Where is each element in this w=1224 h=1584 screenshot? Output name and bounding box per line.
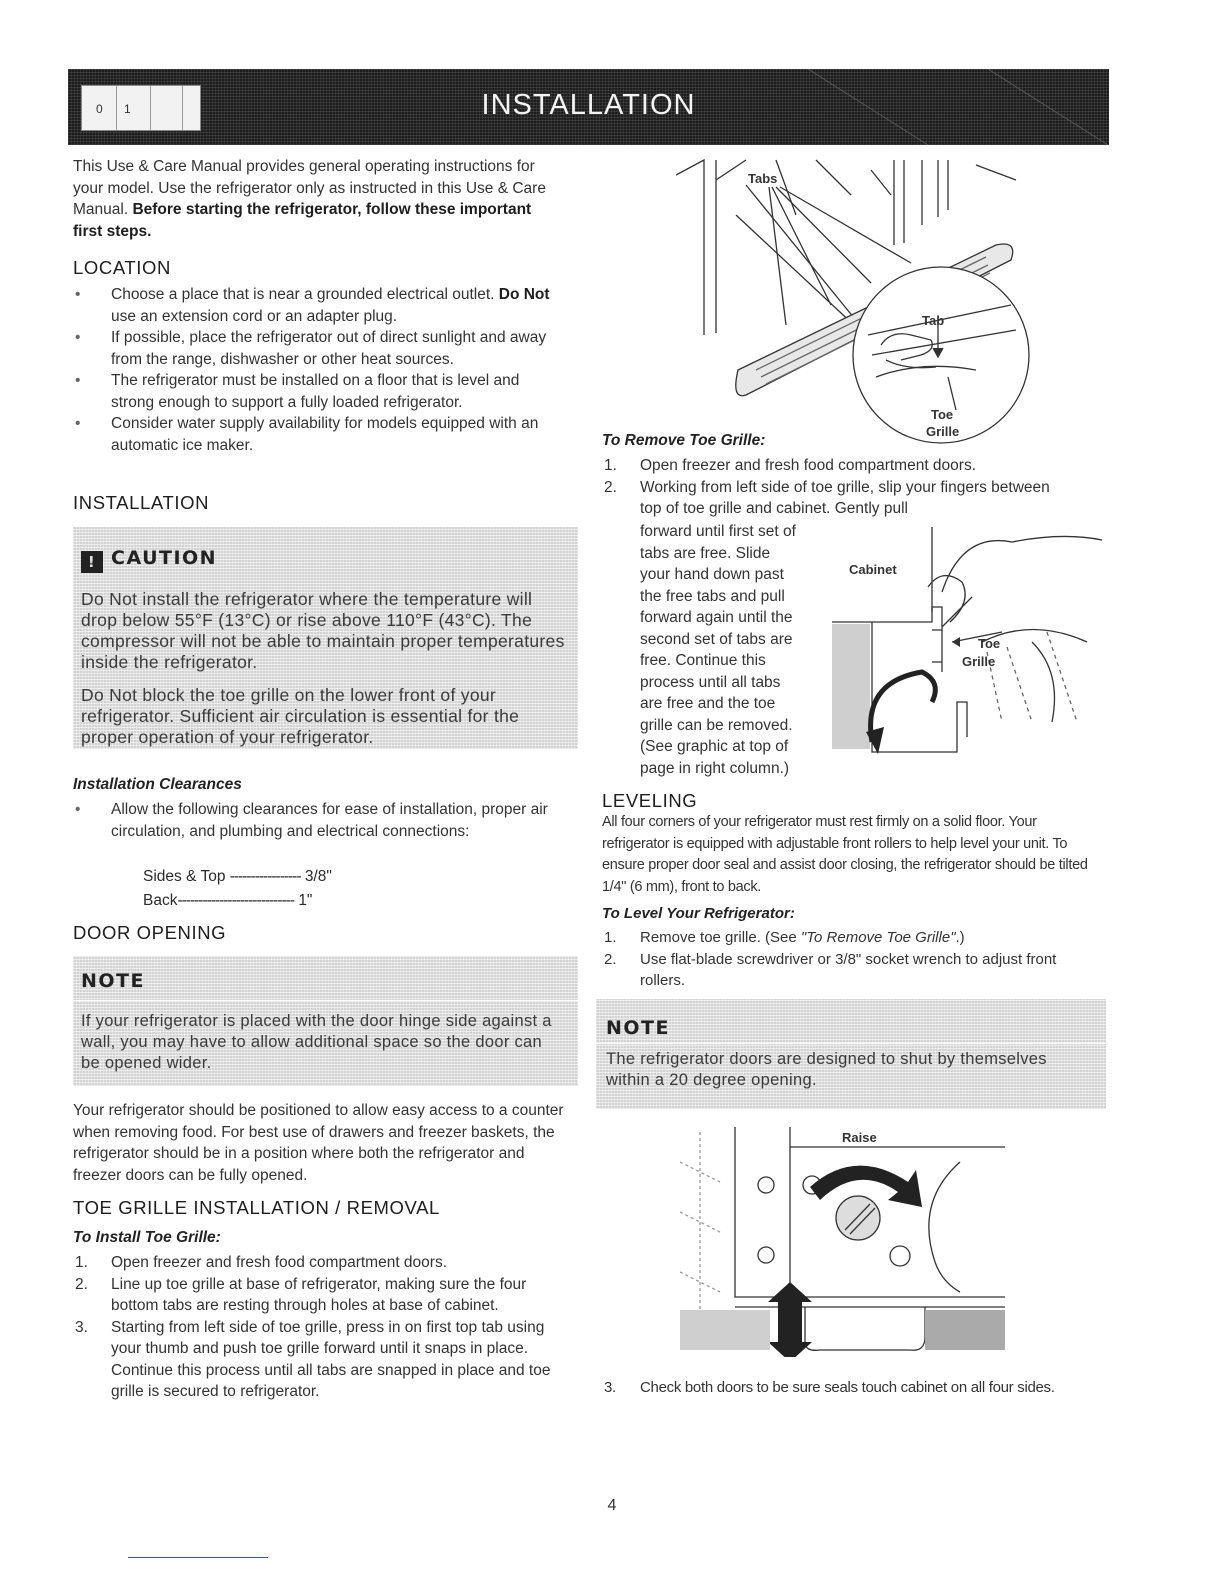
location-list <box>73 284 558 456</box>
installation-heading: INSTALLATION <box>73 492 210 513</box>
footer-rule <box>128 1557 268 1558</box>
location-item: • If possible, place the refrigerator out of direct sunlight and away from the range, dishwasher or other heat sources. <box>73 327 558 370</box>
caution-text-1: Do Not install the refrigerator where the temperature will drop below 55°F (13°C) or rise above 110°F (43°C). The compressor will not be able to maintain proper temperatures inside the refrigerator. <box>81 589 565 672</box>
toe-grille-figure <box>676 155 1101 455</box>
roller-figure <box>680 1122 1010 1357</box>
caution-box <box>73 527 578 749</box>
figure-label-toe: Toe <box>931 407 954 422</box>
caution-text-2: Do Not block the toe grille on the lower front of your refrigerator. Sufficient air circulation is essential for the proper operation of your refrigerator. <box>81 685 520 747</box>
page-number: 4 <box>607 1497 617 1514</box>
remove-step: 1. Open freezer and fresh food compartment doors. <box>604 457 977 474</box>
intro-paragraph <box>73 156 553 242</box>
remove-steps-top <box>602 455 1062 520</box>
intro-text: This Use & Care Manual provides general operating instructions for your model. Use the refrigerator only as instructed in this Use & Care Manual. <box>73 158 546 218</box>
figure-label-grille: Grille <box>926 424 960 439</box>
note-text: The refrigerator doors are designed to shut by themselves within a 20 degree opening. <box>606 1050 1047 1089</box>
caution-title: ! CAUTION <box>81 547 217 573</box>
install-toe-grille-heading: To Install Toe Grille: <box>73 1229 221 1246</box>
banner-title: INSTALLATION <box>481 89 696 121</box>
location-item: • Choose a place that is near a grounded electrical outlet. Do Not use an extension cord or an adapter plug. <box>73 284 558 327</box>
intro-bold-text: Before starting the refrigerator, follow these important first steps. <box>73 201 532 240</box>
clearance-back: Back---------------------------- 1" <box>143 892 313 909</box>
note-title: NOTE <box>606 1017 670 1039</box>
location-item: • Consider water supply availability for models equipped with an automatic ice maker. <box>73 413 558 456</box>
install-steps <box>73 1252 568 1403</box>
door-opening-heading: DOOR OPENING <box>73 922 227 943</box>
figure-label-toe: Toe <box>978 636 1001 651</box>
banner-decoration <box>808 69 1108 145</box>
remove-step: 2. Working from left side of toe grille, slip your fingers between top of toe grille and cabinet. Gently pull <box>604 478 1050 517</box>
install-step: 2. Line up toe grille at base of refrigerator, making sure the four bottom tabs are resting through holes at base of cabinet. <box>75 1275 527 1314</box>
leveling-body: All four corners of your refrigerator must rest firmly on a solid floor. Your refrigerator is equipped with adjustable front rollers to help level your unit. To ensure proper door seal and assist door closing, the refrigerator should be tilted 1/4" (6 mm), front to back. <box>602 814 1088 895</box>
clearances-text: • Allow the following clearances for ease of installation, proper air circulation, and plumbing and electrical connections: <box>73 799 563 842</box>
toe-grille-heading: TOE GRILLE INSTALLATION / REMOVAL <box>73 1197 440 1218</box>
leveling-steps <box>602 927 1072 992</box>
note-box-door <box>73 956 578 1086</box>
figure-label-raise: Raise <box>842 1130 877 1145</box>
note-title: NOTE <box>81 970 145 992</box>
install-step: 1. Open freezer and fresh food compartment doors. <box>75 1254 448 1271</box>
level-refrigerator-heading: To Level Your Refrigerator: <box>602 905 795 922</box>
figure-label-cabinet: Cabinet <box>849 562 897 577</box>
door-opening-body: Your refrigerator should be positioned to allow easy access to a counter when removing food. For best use of drawers and freezer baskets, the refrigerator should be in a position where both the refrigerator and freezer doors can be fully opened. <box>73 1102 564 1184</box>
remove-step-continued: forward until first set of tabs are free. Slide your hand down past the free tabs and pull forward again until the second set of tabs are free. Continue this process until all tabs are free and the toe grille can be removed. (See graphic at top of page in right column.) <box>640 523 796 777</box>
leveling-step-3 <box>602 1377 1082 1399</box>
remove-toe-grille-heading: To Remove Toe Grille: <box>602 432 766 449</box>
figure-label-grille: Grille <box>962 654 996 669</box>
location-item: • The refrigerator must be installed on a floor that is level and strong enough to support a fully loaded refrigerator. <box>73 370 558 413</box>
figure-label-tab: Tab <box>922 313 945 328</box>
cabinet-figure <box>832 522 1104 784</box>
leveling-step: 3. Check both doors to be sure seals touch cabinet on all four sides. <box>604 1379 1055 1396</box>
clearance-sides-top: Sides & Top ----------------- 3/8" <box>143 868 332 885</box>
figure-label-tabs: Tabs <box>748 171 778 186</box>
install-step: 3. Starting from left side of toe grille, press in on first top tab using your thumb and push toe grille forward until it snaps in place. Continue this process until all tabs are snapped in place and toe grille is secured to refrigerator. <box>75 1318 551 1400</box>
clearances-heading: Installation Clearances <box>73 776 242 793</box>
scale-label-right: 1 <box>124 102 131 116</box>
leveling-step: 2. Use flat-blade screwdriver or 3/8" socket wrench to adjust front rollers. <box>604 950 1057 989</box>
note-box-leveling <box>596 999 1106 1109</box>
location-heading: LOCATION <box>73 257 171 278</box>
warning-icon: ! <box>81 551 103 573</box>
leveling-heading: LEVELING <box>602 790 698 811</box>
leveling-step: 1. Remove toe grille. (See "To Remove Toe Grille".) <box>604 929 965 946</box>
section-banner <box>68 69 1109 145</box>
note-text: If your refrigerator is placed with the door hinge side against a wall, you may have to allow additional space so the door can be opened wider. <box>81 1012 552 1072</box>
scale-label-left: 0 <box>96 102 103 116</box>
